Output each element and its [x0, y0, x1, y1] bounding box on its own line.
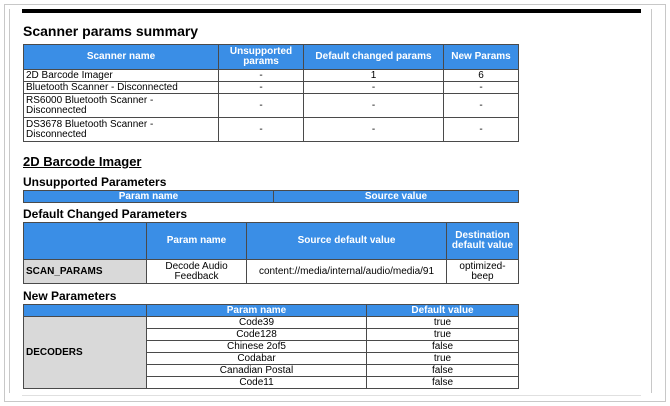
- unsupported-cell: -: [219, 94, 304, 118]
- default-changed-header-source-default: Source default value: [247, 223, 447, 260]
- default-value-cell: false: [367, 341, 519, 353]
- table-row: [24, 94, 519, 118]
- table-row: [24, 70, 519, 82]
- table-row: [24, 118, 519, 142]
- new-params-cell: -: [444, 118, 519, 142]
- default-value-cell: false: [367, 365, 519, 377]
- group-cell: SCAN_PARAMS: [24, 260, 147, 284]
- new-params-header-group: [24, 305, 147, 317]
- summary-table: [23, 44, 519, 142]
- default-changed-header-group: [24, 223, 147, 260]
- summary-title: Scanner params summary: [23, 23, 199, 39]
- top-rule: [22, 9, 641, 13]
- new-params-table: [23, 304, 519, 389]
- default-changed-cell: -: [304, 82, 444, 94]
- unsupported-header-source-value: Source value: [274, 191, 519, 203]
- table-row: [24, 317, 519, 329]
- new-params-header-row: [24, 305, 519, 317]
- table-row: [24, 82, 519, 94]
- summary-header-unsupported: Unsupported params: [219, 45, 304, 70]
- unsupported-cell: -: [219, 82, 304, 94]
- param-name-cell: Code39: [147, 317, 367, 329]
- default-changed-cell: -: [304, 118, 444, 142]
- default-changed-title: Default Changed Parameters: [23, 207, 188, 221]
- new-params-cell: -: [444, 94, 519, 118]
- param-name-cell: Chinese 2of5: [147, 341, 367, 353]
- new-params-header-param-name: Param name: [147, 305, 367, 317]
- default-value-cell: true: [367, 317, 519, 329]
- scanner-name-cell: RS6000 Bluetooth Scanner - Disconnected: [24, 94, 219, 118]
- new-params-header-default-value: Default value: [367, 305, 519, 317]
- default-value-cell: true: [367, 329, 519, 341]
- param-name-cell: Codabar: [147, 353, 367, 365]
- default-changed-cell: -: [304, 94, 444, 118]
- scanner-name-cell: 2D Barcode Imager: [24, 70, 219, 82]
- unsupported-params-table: [23, 190, 519, 203]
- unsupported-params-title: Unsupported Parameters: [23, 175, 167, 189]
- decoders-group-cell: DECODERS: [24, 317, 147, 389]
- param-name-cell: Canadian Postal: [147, 365, 367, 377]
- scanner-name-cell: DS3678 Bluetooth Scanner - Disconnected: [24, 118, 219, 142]
- unsupported-header-row: [24, 191, 519, 203]
- param-name-cell: Code128: [147, 329, 367, 341]
- scanner-name-cell: Bluetooth Scanner - Disconnected: [24, 82, 219, 94]
- table-row: [24, 260, 519, 284]
- default-changed-header-destination-default: Destination default value: [447, 223, 519, 260]
- new-params-title: New Parameters: [23, 289, 117, 303]
- summary-header-row: [24, 45, 519, 70]
- summary-header-new-params: New Params: [444, 45, 519, 70]
- new-params-cell: -: [444, 82, 519, 94]
- unsupported-cell: -: [219, 118, 304, 142]
- default-value-cell: false: [367, 377, 519, 389]
- default-value-cell: true: [367, 353, 519, 365]
- summary-header-default-changed: Default changed params: [304, 45, 444, 70]
- source-default-cell: content://media/internal/audio/media/91: [247, 260, 447, 284]
- default-changed-table: [23, 222, 519, 284]
- summary-header-scanner-name: Scanner name: [24, 45, 219, 70]
- section-title: 2D Barcode Imager: [23, 154, 142, 169]
- default-changed-cell: 1: [304, 70, 444, 82]
- param-name-cell: Decode Audio Feedback: [147, 260, 247, 284]
- param-name-cell: Code11: [147, 377, 367, 389]
- default-changed-header-param-name: Param name: [147, 223, 247, 260]
- new-params-cell: 6: [444, 70, 519, 82]
- unsupported-cell: -: [219, 70, 304, 82]
- destination-default-cell: optimized-beep: [447, 260, 519, 284]
- bottom-rule: [22, 395, 641, 396]
- unsupported-header-param-name: Param name: [24, 191, 274, 203]
- default-changed-header-row: [24, 223, 519, 260]
